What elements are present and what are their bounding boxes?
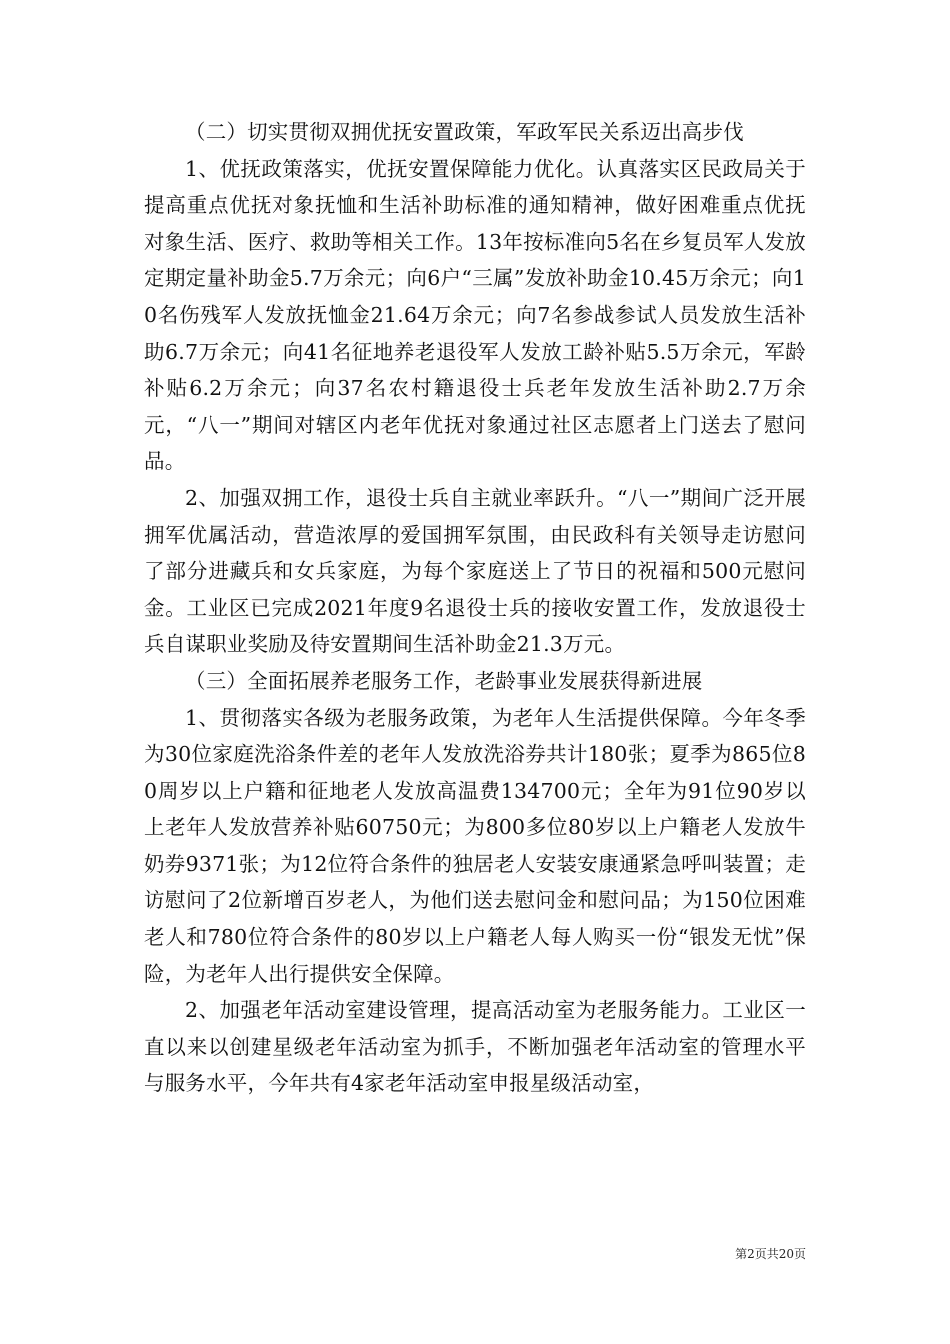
page-number-label: 第2页共20页 bbox=[735, 1247, 806, 1261]
page-footer bbox=[0, 1246, 806, 1262]
document-body bbox=[144, 114, 806, 1102]
paragraph-activity-room: 2、加强老年活动室建设管理，提高活动室为老服务能力。工业区一直以来以创建星级老年活动室为抓手，不断加强老年活动室的管理水平与服务水平，今年共有4家老年活动室申报星级活动室， bbox=[144, 998, 806, 1096]
paragraph-preferential-policy: 1、优抚政策落实，优抚安置保障能力优化。认真落实区民政局关于提高重点优抚对象抚恤和生活补助标准的通知精神，做好困难重点优抚对象生活、医疗、救助等相关工作。13年按标准向5名在乡复员军人发放定期定量补助金5.7万余元；向6户“三属”发放补助金10.45万余元；向10名伤残军人发放抚恤金21.64万余元；向7名参战参试人员发放生活补助6.7万余元；向41名征地养老退役军人发放工龄补贴5.5万余元，军龄补贴6.2万余元；向37名农村籍退役士兵老年发放生活补助2.7万余元，“八一”期间对辖区内老年优抚对象通过社区志愿者上门送去了慰问品。 bbox=[144, 156, 806, 474]
section-heading-2: （二）切实贯彻双拥优抚安置政策，军政军民关系迈出高步伐 bbox=[185, 120, 744, 144]
paragraph-double-support: 2、加强双拥工作，退役士兵自主就业率跃升。“八一”期间广泛开展拥军优属活动，营造浓厚的爱国拥军氛围，由民政科有关领导走访慰问了部分进藏兵和女兵家庭，为每个家庭送上了节日的祝福和500元慰问金。工业区已完成2021年度9名退役士兵的接收安置工作，发放退役士兵自谋职业奖励及待安置期间生活补助金21.3万元。 bbox=[144, 485, 806, 657]
paragraph-elderly-policy: 1、贯彻落实各级为老服务政策，为老年人生活提供保障。今年冬季为30位家庭洗浴条件差的老年人发放洗浴券共计180张；夏季为865位80周岁以上户籍和征地老人发放高温费134700元；全年为91位90岁以上老年人发放营养补贴60750元；为800多位80岁以上户籍老人发放牛奶券9371张；为12位符合条件的独居老人安装安康通紧急呼叫装置；走访慰问了2位新增百岁老人，为他们送去慰问金和慰问品；为150位困难老人和780位符合条件的80岁以上户籍老人每人购买一份“银发无忧”保险，为老年人出行提供安全保障。 bbox=[144, 705, 806, 986]
section-heading-3: （三）全面拓展养老服务工作，老龄事业发展获得新进展 bbox=[185, 668, 703, 693]
